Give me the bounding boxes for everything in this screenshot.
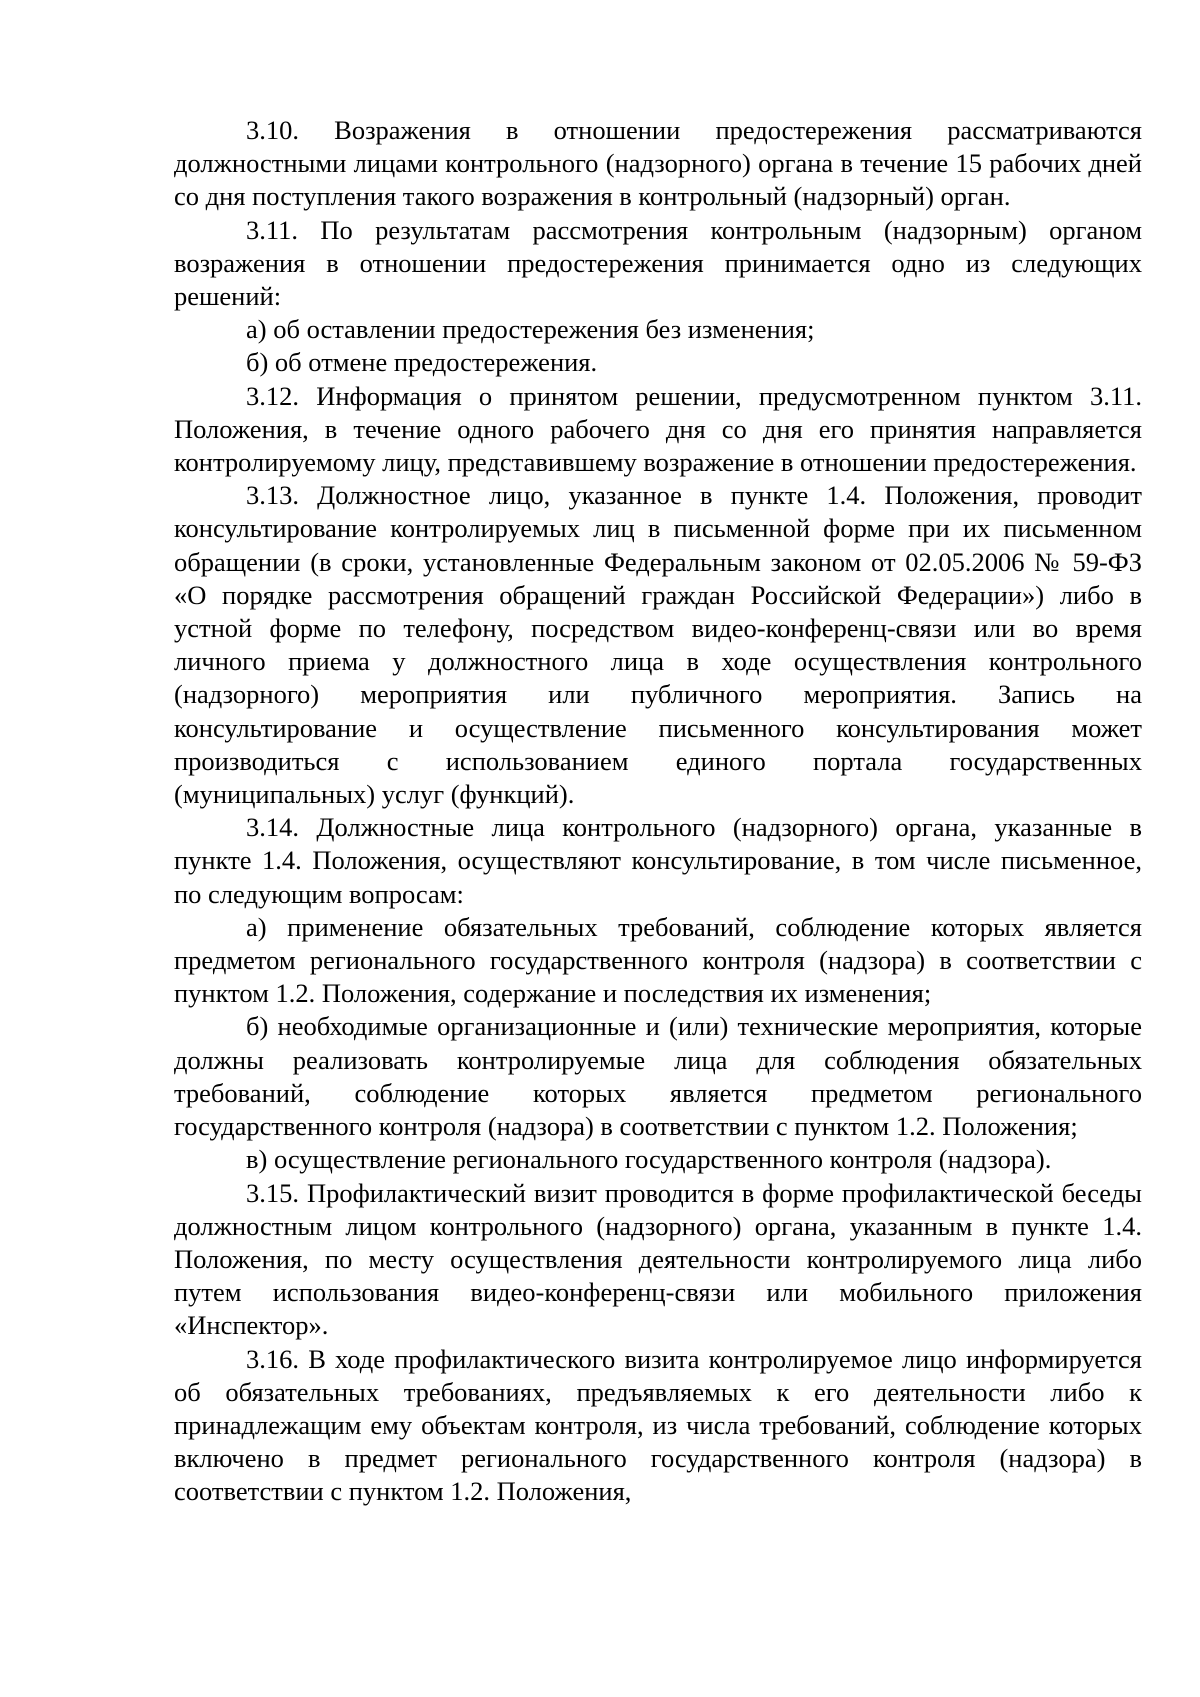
paragraph-3-14-v: в) осуществление регионального государственного контроля (надзора). <box>246 1144 1052 1175</box>
paragraph-3-12: 3.12. Информация о принятом решении, предусмотренном пунктом 3.11. Положения, в течение одного рабочего дня со дня его принятия направляется контролируемому лицу, представившему возражение в отношении предостережения. <box>174 380 1142 478</box>
paragraph-3-14: 3.14. Должностные лица контрольного (надзорного) органа, указанные в пункте 1.4. Положения, осуществляют консультирование, в том числе письменное, по следующим вопросам: <box>174 812 1142 909</box>
paragraph-3-11-b: б) об отмене предостережения. <box>246 347 598 378</box>
paragraph-3-13: 3.13. Должностное лицо, указанное в пункте 1.4. Положения, проводит консультирование контролируемых лиц в письменной форме при их письменном обращении (в сроки, установленные Федеральным законом от 02.05.2006 № 59-ФЗ «О порядке рассмотрения обращений граждан Российской Федерации») либо в устной форме по телефону, посредством видео-конференц-связи или во время личного приема у должностного лица в ходе осуществления контрольного (надзорного) мероприятия или публичного мероприятия. Запись на консультирование и осуществление письменного консультирования может производиться с использованием единого портала государственных (муниципальных) услуг (функций). <box>174 480 1142 810</box>
paragraph-3-15: 3.15. Профилактический визит проводится в форме профилактической беседы должностным лицом контрольного (надзорного) органа, указанным в пункте 1.4. Положения, по месту осуществления деятельности контролируемого лица либо путем использования видео-конференц-связи или мобильного приложения «Инспектор». <box>174 1177 1142 1341</box>
paragraph-3-14-b: б) необходимые организационные и (или) технические мероприятия, которые должны реализовать контролируемые лица для соблюдения обязательных требований, соблюдение которых является предметом регионального государственного контроля (надзора) в соответствии с пунктом 1.2. Положения; <box>174 1011 1142 1142</box>
document-body <box>174 114 1142 1509</box>
paragraph-3-14-a: а) применение обязательных требований, соблюдение которых является предметом регионального государственного контроля (надзора) в соответствии с пунктом 1.2. Положения, содержание и последствия их изменения; <box>174 911 1142 1009</box>
paragraph-3-11: 3.11. По результатам рассмотрения контрольным (надзорным) органом возражения в отношении предостережения принимается одно из следующих решений: <box>174 214 1142 312</box>
paragraph-3-16: 3.16. В ходе профилактического визита контролируемое лицо информируется об обязательных требованиях, предъявляемых к его деятельности либо к принадлежащим ему объектам контроля, из числа требований, соблюдение которых включено в предмет регионального государственного контроля (надзора) в соответствии с пунктом 1.2. Положения, <box>174 1343 1142 1507</box>
paragraph-3-11-a: а) об оставлении предостережения без изменения; <box>246 314 815 345</box>
paragraph-3-10: 3.10. Возражения в отношении предостережения рассматриваются должностными лицами контрольного (надзорного) органа в течение 15 рабочих дней со дня поступления такого возражения в контрольный (надзорный) орган. <box>174 115 1142 212</box>
